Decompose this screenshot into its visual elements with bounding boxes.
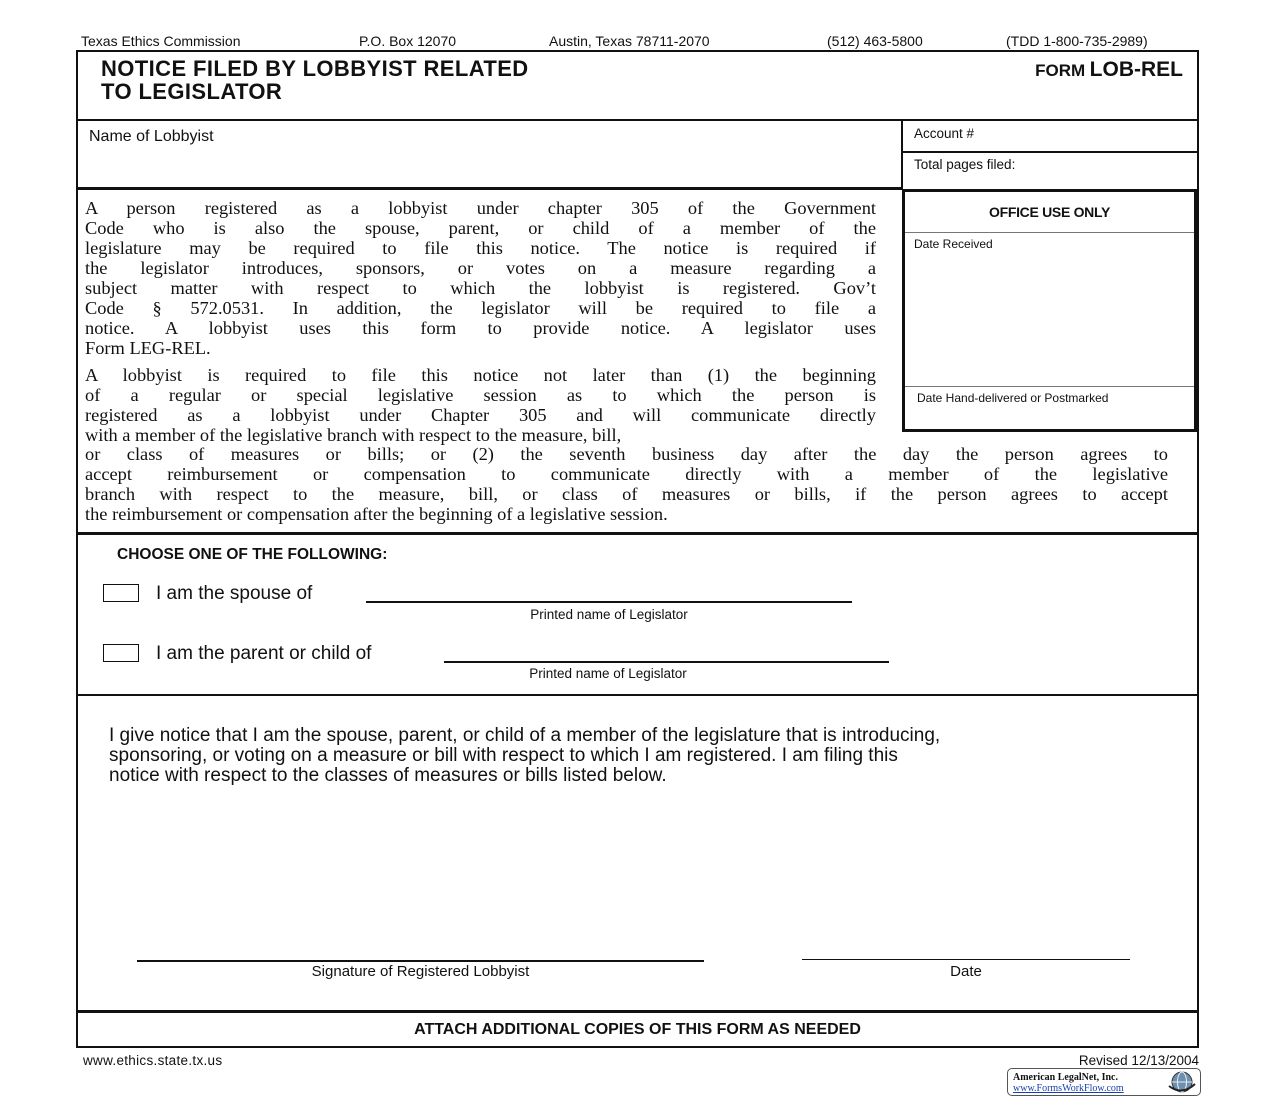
notice-statement (109, 726, 940, 786)
divider-title (76, 119, 1199, 121)
form-title (101, 57, 529, 103)
instruction-line: branch with respect to the measure, bill, or class of measures or bills, if the person agrees to accept (85, 484, 1168, 504)
spouse-printed-name-caption: Printed name of Legislator (530, 607, 688, 622)
spouse-checkbox[interactable] (103, 584, 139, 602)
parent-child-checkbox[interactable] (103, 644, 139, 662)
form-code: LOB-REL (1089, 58, 1183, 81)
spouse-legislator-name-field[interactable] (366, 601, 852, 603)
instruction-line: A person registered as a lobbyist under chapter 305 of the Government (85, 198, 876, 218)
divider-choice (76, 694, 1199, 696)
instructions-paragraph-2-narrow (85, 365, 876, 445)
account-divider (901, 120, 903, 190)
notice-line: notice with respect to the classes of measures or bills listed below. (109, 765, 667, 786)
form-id (1035, 58, 1183, 82)
instruction-line: Form LEG-REL. (85, 338, 211, 358)
revised-date: Revised 12/13/2004 (1078, 1053, 1199, 1068)
globe-icon (1166, 1070, 1198, 1094)
phone-number: (512) 463-5800 (827, 33, 923, 49)
date-line[interactable] (802, 959, 1130, 960)
instruction-line: registered as a lobbyist under Chapter 305 and will communicate directly (85, 405, 876, 425)
choice-heading: CHOOSE ONE OF THE FOLLOWING: (117, 546, 388, 563)
date-received-label: Date Received (914, 237, 993, 251)
form-title-line1: NOTICE FILED BY LOBBYIST RELATED (101, 56, 529, 81)
website: www.ethics.state.tx.us (83, 1053, 223, 1068)
instruction-line: A lobbyist is required to file this notice not later than (1) the beginning (85, 365, 876, 385)
instruction-line: the legislator introduces, sponsors, or votes on a measure regarding a (85, 258, 876, 278)
tdd-number: (TDD 1-800-735-2989) (1006, 33, 1148, 49)
instruction-line: Code § 572.0531. In addition, the legislator will be required to file a (85, 298, 876, 318)
instruction-line: notice. A lobbyist uses this form to provide notice. A legislator uses (85, 318, 876, 338)
po-box: P.O. Box 12070 (359, 33, 457, 49)
parent-child-label: I am the parent or child of (156, 643, 372, 664)
office-use-box (902, 189, 1197, 432)
form-title-line2: TO LEGISLATOR (101, 79, 283, 104)
signature-line[interactable] (137, 960, 704, 962)
instructions-paragraph-1 (85, 198, 876, 358)
legalnet-badge[interactable] (1007, 1068, 1201, 1096)
account-row-divider (902, 151, 1199, 153)
office-use-divider-top (905, 232, 1194, 233)
instruction-line: or class of measures or bills; or (2) the seventh business day after the day the person agrees to (85, 444, 1168, 464)
parent-child-printed-name-caption: Printed name of Legislator (529, 666, 687, 681)
total-pages-label: Total pages filed: (914, 157, 1016, 172)
divider-name (76, 187, 902, 190)
spouse-label: I am the spouse of (156, 583, 313, 604)
instructions-paragraph-2-wide (85, 444, 1168, 524)
parent-child-legislator-name-field[interactable] (444, 661, 889, 663)
signature-caption: Signature of Registered Lobbyist (311, 963, 530, 980)
divider-notice (76, 1010, 1199, 1013)
office-use-title: OFFICE USE ONLY (988, 204, 1110, 220)
notice-line: I give notice that I am the spouse, parent, or child of a member of the legislature that is introducing, (109, 725, 941, 746)
notice-line: sponsoring, or voting on a measure or bill with respect to which I am registered. I am filing this (109, 745, 898, 766)
instruction-line: legislature may be required to file this notice. The notice is required if (85, 238, 876, 258)
divider-instructions (76, 532, 1199, 535)
city-address: Austin, Texas 78711-2070 (549, 33, 710, 49)
form-word: FORM (1035, 61, 1086, 80)
legalnet-company: American LegalNet, Inc. (1013, 1072, 1118, 1083)
date-hand-delivered-label: Date Hand-delivered or Postmarked (917, 391, 1109, 405)
legalnet-url[interactable]: www.FormsWorkFlow.com (1013, 1083, 1124, 1094)
instruction-line: accept reimbursement or compensation to communicate directly with a member of the legislative (85, 464, 1168, 484)
name-of-lobbyist-label: Name of Lobbyist (89, 128, 214, 145)
instruction-line: the reimbursement or compensation after the beginning of a legislative session. (85, 504, 668, 524)
instruction-line: with a member of the legislative branch with respect to the measure, bill, (85, 425, 622, 445)
account-label: Account # (914, 126, 975, 141)
instruction-line: subject matter with respect to which the lobbyist is registered. Gov’t (85, 278, 876, 298)
office-use-divider-bottom (905, 386, 1194, 387)
attach-copies-note: ATTACH ADDITIONAL COPIES OF THIS FORM AS NEEDED (414, 1021, 861, 1038)
date-caption: Date (950, 963, 982, 980)
agency-name: Texas Ethics Commission (81, 33, 241, 49)
instruction-line: Code who is also the spouse, parent, or child of a member of the (85, 218, 876, 238)
instruction-line: of a regular or special legislative session as to which the person is (85, 385, 876, 405)
